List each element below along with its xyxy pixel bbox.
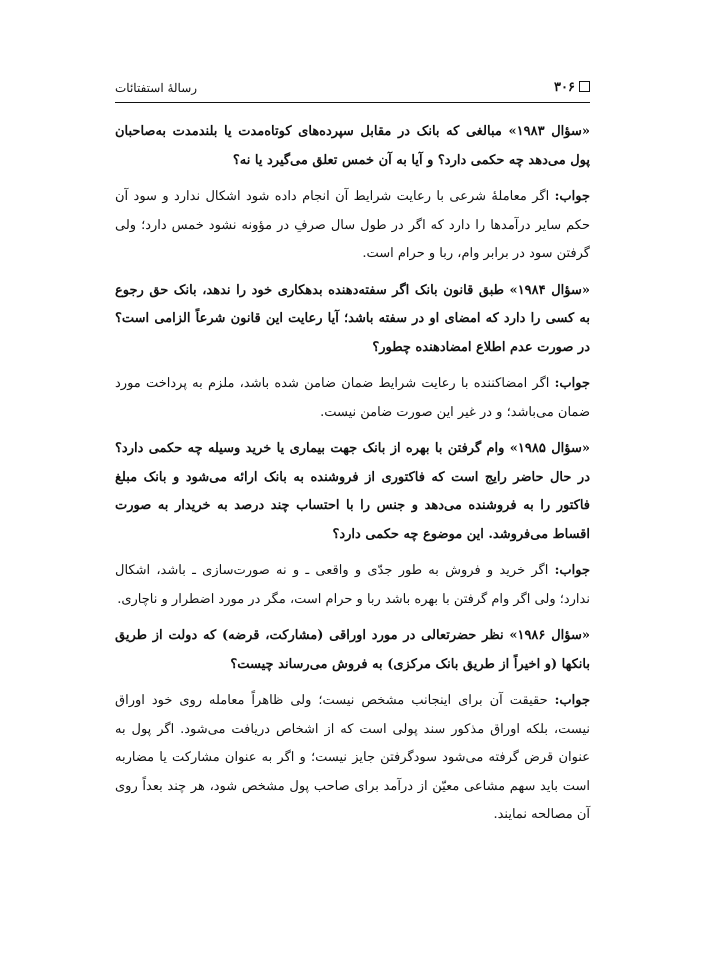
page-number-text: ۳۰۶ bbox=[554, 80, 575, 95]
square-bullet-icon bbox=[579, 81, 590, 92]
header-divider bbox=[115, 102, 590, 103]
question-1985: «سؤال ۱۹۸۵» وام گرفتن با بهره از بانک جهت بیماری یا خرید وسیله چه حکمی دارد؟ در حال حاضر رایج است که فاکتوری از فروشنده به بانک ارائه می‌شود و بانک مبلغ فاکتور را به فروشنده می‌دهد و جنس را با احتساب چند درصد به خریدار به صورت اقساط می‌فروشد. این موضوع چه حکمی دارد؟ bbox=[115, 441, 590, 542]
answer-1983 bbox=[115, 183, 590, 269]
page-body bbox=[115, 118, 590, 838]
answer-text: اگر خرید و فروش به طور جدّی و واقعی ـ و نه صورت‌سازی ـ باشد، اشکال ندارد؛ ولی اگر وام گرفتن با بهره باشد ربا و حرام است، مگر در مورد اضطرار و ناچاری. bbox=[115, 563, 590, 607]
running-title: رسالهٔ استفتائات bbox=[115, 81, 198, 95]
answer-text: اگر معاملهٔ شرعی با رعایت شرایط آن انجام داده شود اشکال ندارد و سود آن حکم سایر درآمدها را دارد که اگر در طول سال صرفِ در مؤونه نشود خمس دارد؛ ولی گرفتن سود در برابر وام، ربا و حرام است. bbox=[115, 189, 590, 261]
answer-label: جواب: bbox=[554, 563, 590, 578]
question-1986: «سؤال ۱۹۸۶» نظر حضرتعالی در مورد اوراقی (مشارکت، قرضه) که دولت از طریق بانکها (و اخیراً از طریق بانک مرکزی) به فروش می‌رساند چیست؟ bbox=[115, 628, 590, 672]
answer-label: جواب: bbox=[554, 376, 590, 391]
answer-text: حقیقت آن برای اینجانب مشخص نیست؛ ولی ظاهراً معامله روی خود اوراق نیست، بلکه اوراق مذکور سند پولی است که از اشخاص دریافت می‌شود. اگر پول به عنوان قرض گرفته می‌شود سودگرفتن جایز نیست؛ و اگر به عنوان مشارکت یا مضاربه است باید سهم مشاعی معیّن از درآمد برای صاحب پول مشخص شود، هر چند بعداً روی آن مصالحه نمایند. bbox=[115, 693, 590, 822]
answer-text: اگر امضاکننده با رعایت شرایط ضمان ضامن شده باشد، ملزم به پرداخت مورد ضمان می‌باشد؛ و در غیر این صورت ضامن نیست. bbox=[115, 376, 590, 420]
question-1983: «سؤال ۱۹۸۳» مبالغی که بانک در مقابل سپرده‌های کوتاه‌مدت یا بلندمدت به‌صاحبان پول می‌دهد چه حکمی دارد؟ و آیا به آن خمس تعلق می‌گیرد یا نه؟ bbox=[115, 124, 590, 168]
page-header bbox=[115, 78, 590, 98]
question-1984: «سؤال ۱۹۸۴» طبق قانون بانک اگر سفته‌دهنده بدهکاری خود را ندهد، بانک حق رجوع به کسی را دارد که امضای او در سفته باشد؛ آیا رعایت این قانون شرعاً الزامی است؟ در صورت عدم اطلاع امضادهنده چطور؟ bbox=[115, 282, 590, 355]
answer-1985 bbox=[115, 557, 590, 614]
answer-label: جواب: bbox=[554, 693, 590, 708]
answer-1984 bbox=[115, 370, 590, 427]
page-number bbox=[554, 78, 590, 98]
answer-label: جواب: bbox=[554, 189, 591, 204]
answer-1986 bbox=[115, 687, 590, 830]
